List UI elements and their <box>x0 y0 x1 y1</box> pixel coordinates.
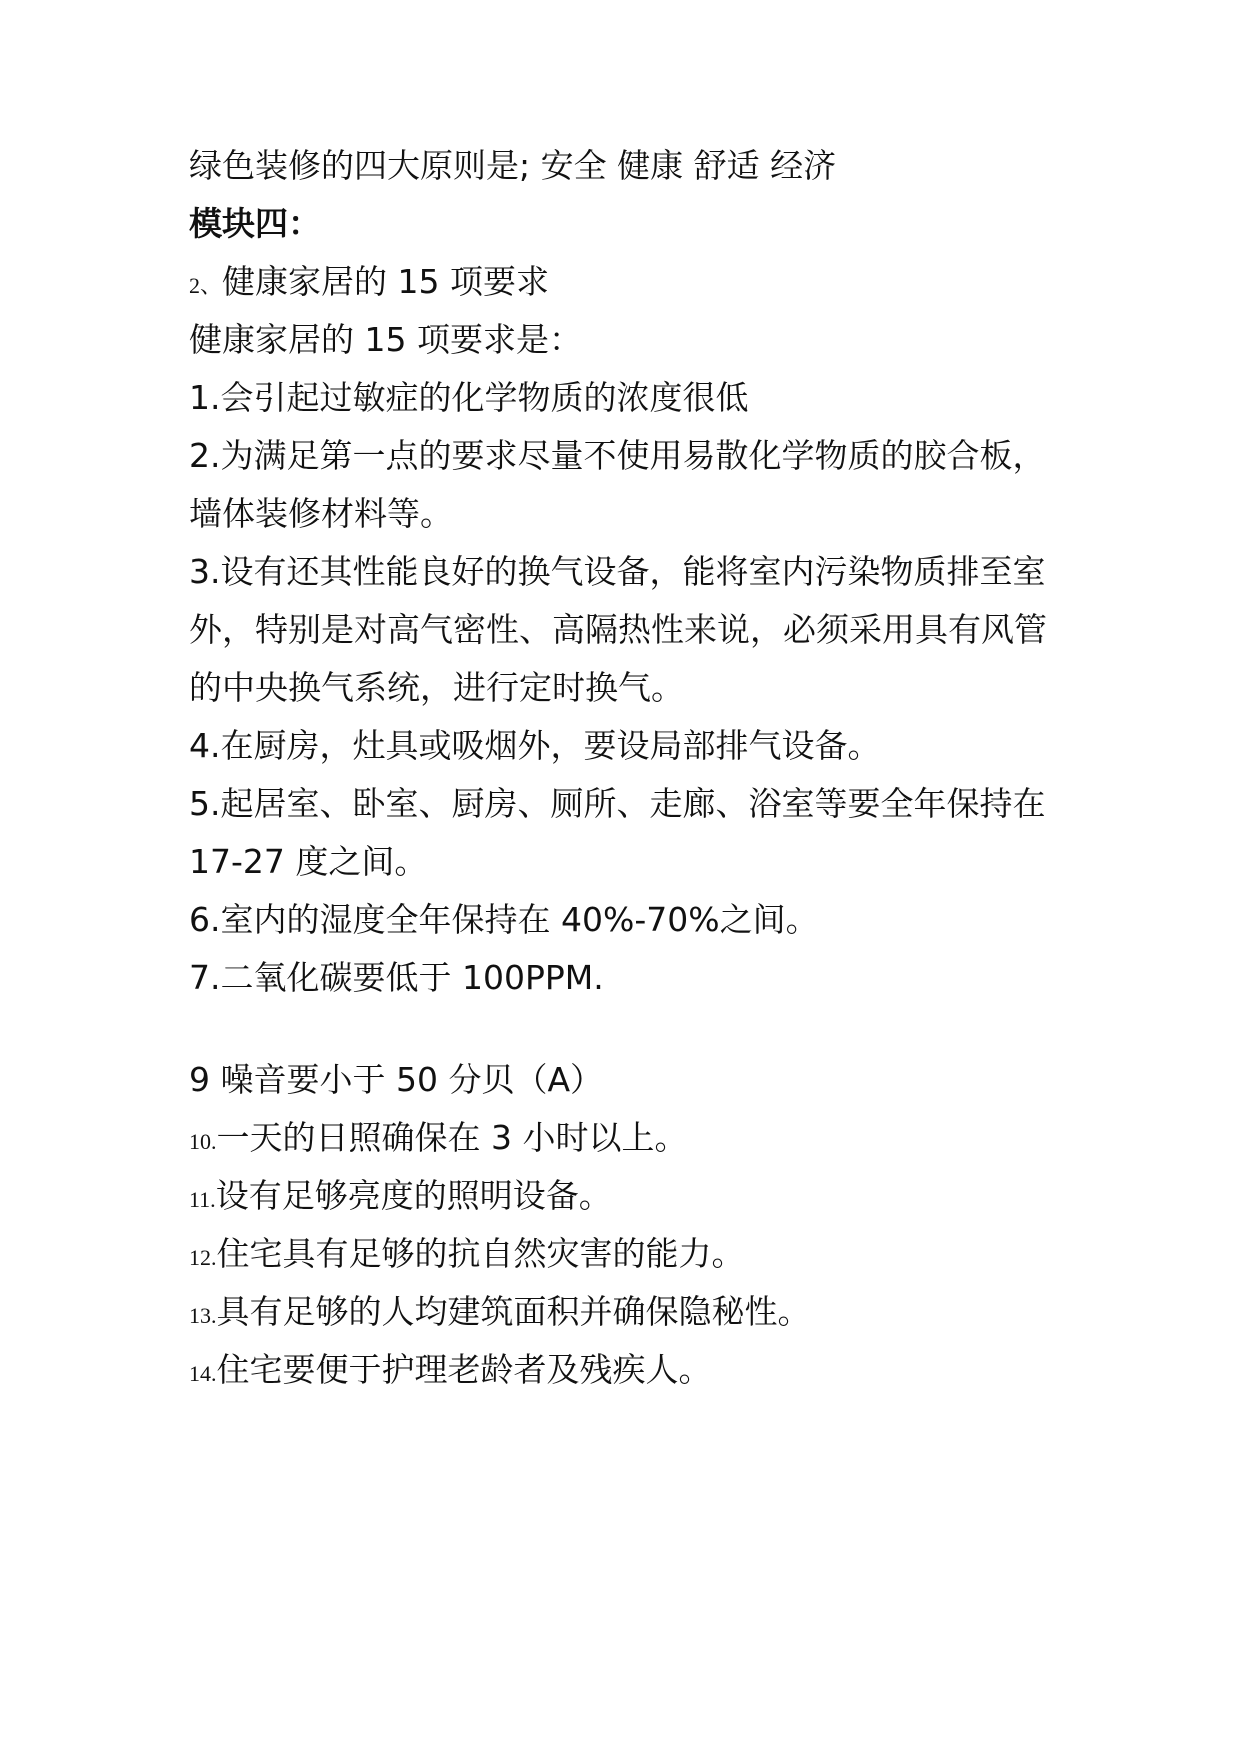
requirement-3-line-1: 3.设有还其性能良好的换气设备，能将室内污染物质排至室 <box>189 552 1046 591</box>
requirement-5-line-2: 17-27 度之间。 <box>189 842 428 881</box>
section-title-text: 健康家居的 15 项要求 <box>222 262 549 301</box>
requirement-12-text: 住宅具有足够的抗自然灾害的能力。 <box>216 1234 745 1273</box>
requirement-5-line-1: 5.起居室、卧室、厨房、厕所、走廊、浴室等要全年保持在 <box>189 784 1046 823</box>
requirements-intro: 健康家居的 15 项要求是： <box>189 320 582 359</box>
requirement-4: 4.在厨房，灶具或吸烟外，要设局部排气设备。 <box>189 726 881 765</box>
requirement-14 <box>189 1350 712 1394</box>
section-marker: 2、 <box>189 273 223 298</box>
requirement-6: 6.室内的湿度全年保持在 40%-70%之间。 <box>189 900 819 939</box>
requirement-7: 7.二氧化碳要低于 100PPM. <box>189 958 604 997</box>
requirement-1: 1.会引起过敏症的化学物质的浓度很低 <box>189 378 749 417</box>
requirement-13-number: 13. <box>189 1303 217 1328</box>
requirement-3-line-2: 外，特别是对高气密性、高隔热性来说，必须采用具有风管 <box>189 610 1047 649</box>
requirement-13-text: 具有足够的人均建筑面积并确保隐秘性。 <box>216 1292 811 1331</box>
module-heading: 模块四： <box>189 204 321 243</box>
requirement-13 <box>189 1292 811 1336</box>
requirement-11-number: 11. <box>189 1187 216 1212</box>
requirement-10-text: 一天的日照确保在 3 小时以上。 <box>216 1118 688 1157</box>
requirement-12 <box>189 1234 745 1278</box>
requirement-10-number: 10. <box>189 1129 217 1154</box>
green-decoration-principles: 绿色装修的四大原则是; 安全 健康 舒适 经济 <box>189 146 837 185</box>
requirement-10 <box>189 1118 687 1162</box>
requirement-11 <box>189 1176 612 1220</box>
section-title <box>189 262 549 306</box>
requirement-9: 9 噪音要小于 50 分贝（A） <box>189 1060 604 1099</box>
requirement-14-number: 14. <box>189 1361 217 1386</box>
requirement-2-line-2: 墙体装修材料等。 <box>189 494 453 533</box>
requirement-3-line-3: 的中央换气系统，进行定时换气。 <box>189 668 684 707</box>
requirement-14-text: 住宅要便于护理老龄者及残疾人。 <box>216 1350 712 1389</box>
requirement-11-text: 设有足够亮度的照明设备。 <box>215 1176 612 1215</box>
requirement-12-number: 12. <box>189 1245 217 1270</box>
requirement-2-line-1: 2.为满足第一点的要求尽量不使用易散化学物质的胶合板， <box>189 436 1046 475</box>
